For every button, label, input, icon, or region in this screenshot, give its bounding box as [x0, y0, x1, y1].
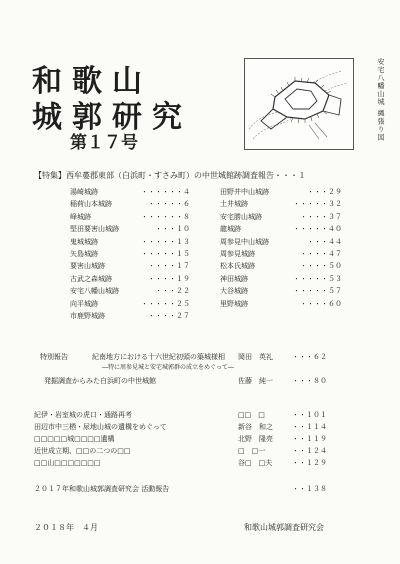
site-name: 湯崎城跡 [70, 188, 98, 196]
site-page: ・・・・・１５ [141, 250, 190, 259]
publication-date: ２０１８年 ４月 [34, 523, 98, 532]
map-caption [356, 58, 386, 150]
site-row [220, 198, 342, 210]
site-name: 鬼城城跡 [70, 237, 98, 246]
site-name: 要害山城跡 [70, 262, 105, 271]
article-row [34, 410, 364, 422]
article-page: ・・１１４ [292, 423, 327, 431]
site-page: ・・・・３７ [300, 212, 342, 221]
article-row [34, 458, 364, 470]
site-row [220, 248, 342, 260]
journal-title-line2: 城郭研究 [32, 100, 192, 135]
article-row [34, 422, 364, 434]
article-title: □□山□□□□□□□ [34, 459, 101, 467]
special-report-title: 紀南地方における十六世紀初頭の築城様相 [92, 353, 225, 361]
site-row [220, 298, 342, 310]
article-author: □ □一 [238, 447, 266, 455]
article-title: 近世成立期、□□の二つの□□ [34, 447, 131, 455]
special-report-page: ・・・８０ [292, 377, 327, 385]
site-page: ・・・・・５７ [293, 287, 342, 296]
site-page: ・・・・２７ [148, 312, 190, 321]
site-name: 安宅勝山城跡 [220, 212, 262, 221]
article-author: 谷□ □夫 [238, 459, 273, 467]
site-name: 龍城跡 [220, 225, 241, 234]
site-row [70, 310, 190, 322]
article-page: ・・１２４ [292, 447, 327, 455]
special-report-page: ・・・６２ [292, 353, 327, 361]
site-row [70, 198, 190, 210]
article-page: ・・１０１ [292, 411, 327, 419]
site-name: 矢島城跡 [70, 250, 98, 259]
site-name: 峰城跡 [70, 212, 91, 221]
castle-map-figure [244, 58, 354, 150]
site-name: 市鹿野城跡 [70, 312, 105, 321]
site-page: ・・・２２ [155, 287, 190, 296]
site-page: ・・・・・５３ [293, 274, 342, 283]
special-report-subtitle: ―特に周参見城と安宅城郭群の成立をめぐって― [102, 364, 234, 371]
castle-map-drawing [245, 59, 353, 149]
site-row [70, 285, 190, 297]
article-row [34, 446, 364, 458]
site-page: ・・・１０ [155, 225, 190, 234]
site-row [70, 273, 190, 285]
site-row [70, 248, 190, 260]
publisher: 和歌山城郭調査研究会 [244, 523, 324, 532]
site-row [70, 211, 190, 223]
site-page: ・・・４４ [307, 237, 342, 246]
site-row [70, 186, 190, 198]
site-page: ・・・・・６ [148, 200, 190, 209]
site-row [220, 285, 342, 297]
article-row [34, 434, 364, 446]
activity-report-page: ・・１３８ [292, 485, 327, 493]
article-page: ・・１２９ [292, 459, 327, 467]
activity-report-title: ２０１７年和歌山城郭調査研究会 活動報告 [34, 485, 170, 493]
site-row [220, 236, 342, 248]
map-caption-line1: 安宅八幡山城 [377, 58, 385, 106]
site-row [70, 260, 190, 272]
site-page: ・・・・１７ [148, 262, 190, 271]
special-report-label: 特別報告 [40, 353, 68, 361]
special-report-2 [34, 376, 364, 388]
article-title: □□□□□城□□□□遺構 [34, 435, 115, 443]
site-page: ・・・・・３２ [293, 200, 342, 209]
site-page: ・・・・・・４ [141, 188, 190, 196]
site-page: ・・・・・・８ [141, 212, 190, 221]
special-report-title: 発掘調査からみた白浜町の中世城館 [44, 377, 156, 385]
site-page: ・・・・４７ [300, 250, 342, 259]
article-title: 田辺市中三栖・尿地山城の遺構をめぐって [34, 423, 167, 431]
site-name: 古武之森城跡 [70, 274, 112, 283]
article-page: ・・１１９ [292, 435, 327, 443]
site-name: 安宅八幡山城跡 [70, 287, 119, 296]
site-row [220, 186, 342, 198]
site-name: 大谷城跡 [220, 287, 248, 296]
site-row [220, 223, 342, 235]
site-name: 土井城跡 [220, 200, 248, 209]
special-report-author: 佐藤 純一 [238, 377, 273, 385]
site-page: ・・・２９ [307, 188, 342, 196]
site-row [70, 223, 190, 235]
site-row [70, 298, 190, 310]
site-row [70, 236, 190, 248]
site-name: 周参見城跡 [220, 250, 255, 259]
site-name: 里野城跡 [220, 299, 248, 308]
article-author: 新谷 和之 [238, 423, 273, 431]
site-row [220, 211, 342, 223]
map-caption-line2: 縄張り図 [377, 109, 385, 142]
site-page: ・・・・・１３ [141, 237, 190, 246]
site-page: ・・・・・２５ [141, 299, 190, 308]
special-report-1 [34, 352, 364, 376]
site-page: ・・・・１９ [148, 274, 190, 283]
site-page: ・・・・・４０ [293, 225, 342, 234]
article-author: 北野 隆亮 [238, 435, 273, 443]
article-title: 紀伊・岩室城の虎口・通路再考 [34, 411, 132, 419]
site-name: 周参見中山城跡 [220, 237, 269, 246]
journal-title-line1: 和歌山 [32, 64, 152, 99]
site-name: 松本氏城跡 [220, 262, 255, 271]
site-page: ・・・・６０ [300, 299, 342, 308]
issue-number: 第１７号 [70, 133, 138, 153]
site-row [220, 260, 342, 272]
site-name: 稲荷山本城跡 [70, 200, 112, 209]
article-author: □□ □ [238, 411, 265, 419]
special-report-author: 岡田 英礼 [238, 353, 273, 361]
site-page: ・・・・５０ [300, 262, 342, 271]
site-list-right [220, 186, 342, 310]
feature-heading: 【特集】西牟婁郡東部（白浜町・すさみ町）の中世城館跡調査報告・・・１ [34, 171, 306, 180]
site-name: 堅田要害山城跡 [70, 225, 119, 234]
site-list-left [70, 186, 190, 322]
site-name: 向平城跡 [70, 299, 98, 308]
site-name: 田野井中山城跡 [220, 188, 269, 196]
site-row [220, 273, 342, 285]
site-name: 神田城跡 [220, 274, 248, 283]
